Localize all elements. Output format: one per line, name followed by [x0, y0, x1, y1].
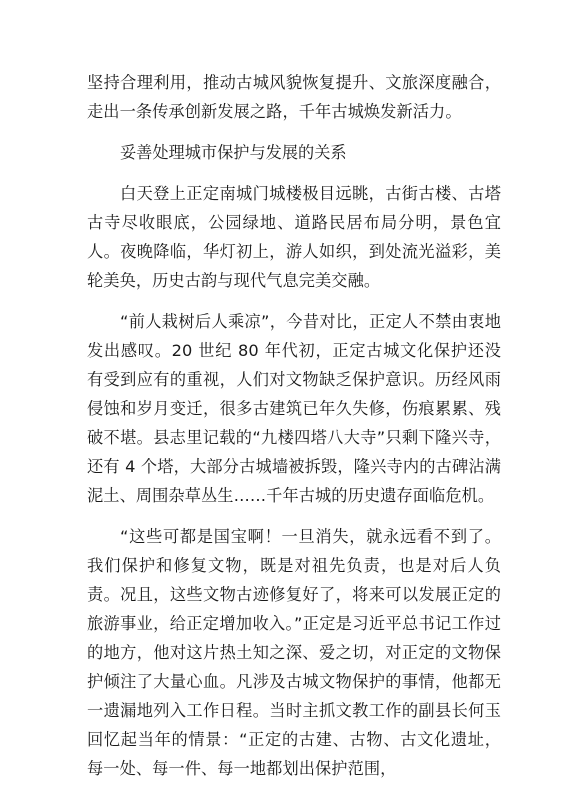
section-heading: 妥善处理城市保护与发展的关系 [120, 143, 347, 162]
paragraph-body: “前人栽树后人乘凉”，今昔对比，正定人不禁由衷地发出感叹。20 世纪 80 年代初，正定古城文化保护还没有受到应有的重视，人们对文物缺乏保护意识。历经风雨侵蚀和岁月变迁，很多古建筑已年久失修，伤痕累累、残破不堪。县志里记载的“九楼四塔八大寺”只剩下隆兴寺，还有 4 个塔，大部分古城墙被拆毁，隆兴寺内的古碑沾满泥土、周围杂草丛生……千年古城的历史遗存面临危机。 [87, 312, 501, 505]
paragraph-body: 白天登上正定南城门城楼极目远眺，古街古楼、古塔古寺尽收眼底，公园绿地、道路民居布局分明，景色宜人。夜晚降临，华灯初上，游人如织，到处流光溢彩，美轮美奂，历史古韵与现代气息完美交融。 [87, 184, 501, 290]
paragraph-continuation: 坚持合理利用，推动古城风貌恢复提升、文旅深度融合，走出一条传承创新发展之路，千年古城焕发新活力。 [87, 73, 501, 121]
paragraph-body: “这些可都是国宝啊！一旦消失，就永远看不到了。我们保护和修复文物，既是对祖先负责，也是对后人负责。况且，这些文物古迹修复好了，将来可以发展正定的旅游事业，给正定增加收入。”正定是习近平总书记工作过的地方，他对这片热土知之深、爱之切，对正定的文物保护倾注了大量心血。凡涉及古城文物保护的事情，他都无一遗漏地列入工作日程。当时主抓文教工作的副县长何玉回忆起当年的情景：“正定的古建、古物、古文化遗址，每一处、每一件、每一地都划出保护范围， [87, 527, 501, 778]
document-page [87, 68, 501, 795]
